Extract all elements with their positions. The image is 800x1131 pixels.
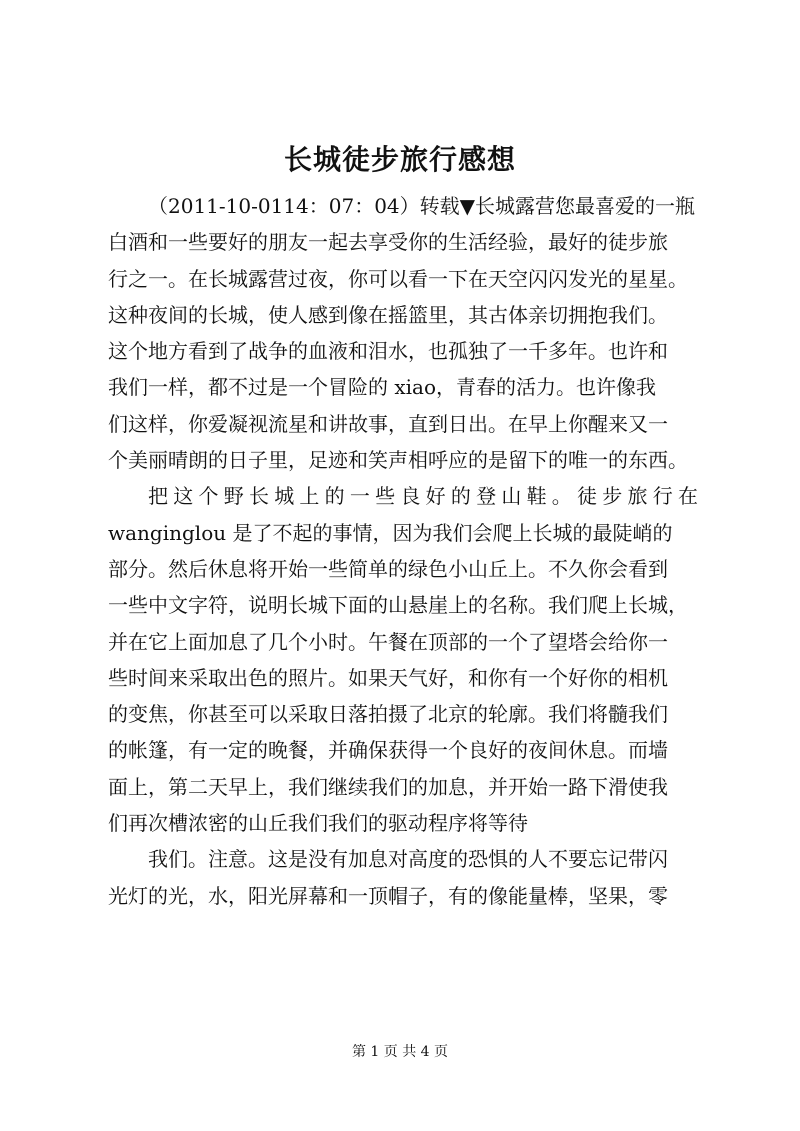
text-line: 些时间来采取出色的照片。如果天气好，和你有一个好你的相机 xyxy=(108,665,668,690)
text-line: 个美丽晴朗的日子里，足迹和笑声相呼应的是留下的唯一的东西。 xyxy=(108,448,688,473)
text-line: 部分。然后休息将开始一些简单的绿色小山丘上。不久你会看到 xyxy=(108,556,668,581)
text-line: 这种夜间的长城，使人感到像在摇篮里，其古体亲切拥抱我们。 xyxy=(108,302,668,327)
text-line: 光灯的光，水，阳光屏幕和一顶帽子，有的像能量棒，坚果，零 xyxy=(108,883,668,908)
text-line: 我们一样，都不过是一个冒险的 xiao，青春的活力。也许像我 xyxy=(108,375,656,400)
text-line: 行之一。在长城露营过夜，你可以看一下在天空闪闪发光的星星。 xyxy=(108,266,688,291)
text-line: 们这样，你爱凝视流星和讲故事，直到日出。在早上你醒来又一 xyxy=(108,411,668,436)
document-title: 长城徒步旅行感想 xyxy=(283,143,516,176)
text-line: 并在它上面加息了几个小时。午餐在顶部的一个了望塔会给你一 xyxy=(108,629,668,654)
document-body xyxy=(108,188,698,914)
text-line: 面上，第二天早上，我们继续我们的加息，并开始一路下滑使我 xyxy=(108,774,668,799)
text-line: 一些中文字符，说明长城下面的山悬崖上的名称。我们爬上长城， xyxy=(108,593,688,618)
text-line: 白酒和一些要好的朋友一起去享受你的生活经验，最好的徒步旅 xyxy=(108,230,668,255)
page-number-footer: 第 1 页 共 4 页 xyxy=(351,1044,449,1060)
text-line: 这个地方看到了战争的血液和泪水，也孤独了一千多年。也许和 xyxy=(108,339,668,364)
text-line: （2011-10-0114：07：04）转载▼长城露营您最喜爱的一瓶 xyxy=(148,194,696,218)
text-line: 的变焦，你甚至可以采取日落拍摄了北京的轮廓。我们将髓我们 xyxy=(108,702,668,727)
text-line: 们再次槽浓密的山丘我们我们的驱动程序将等待 xyxy=(108,811,528,836)
text-line: 把这个野长城上的一些良好的登山鞋。徒步旅行在 xyxy=(148,484,698,509)
text-line: wanginglou 是了不起的事情，因为我们会爬上长城的最陡峭的 xyxy=(108,520,673,545)
text-line: 的帐篷，有一定的晚餐，并确保获得一个良好的夜间休息。而墙 xyxy=(108,738,668,763)
text-line: 我们。注意。这是没有加息对高度的恐惧的人不要忘记带闪 xyxy=(148,847,668,872)
